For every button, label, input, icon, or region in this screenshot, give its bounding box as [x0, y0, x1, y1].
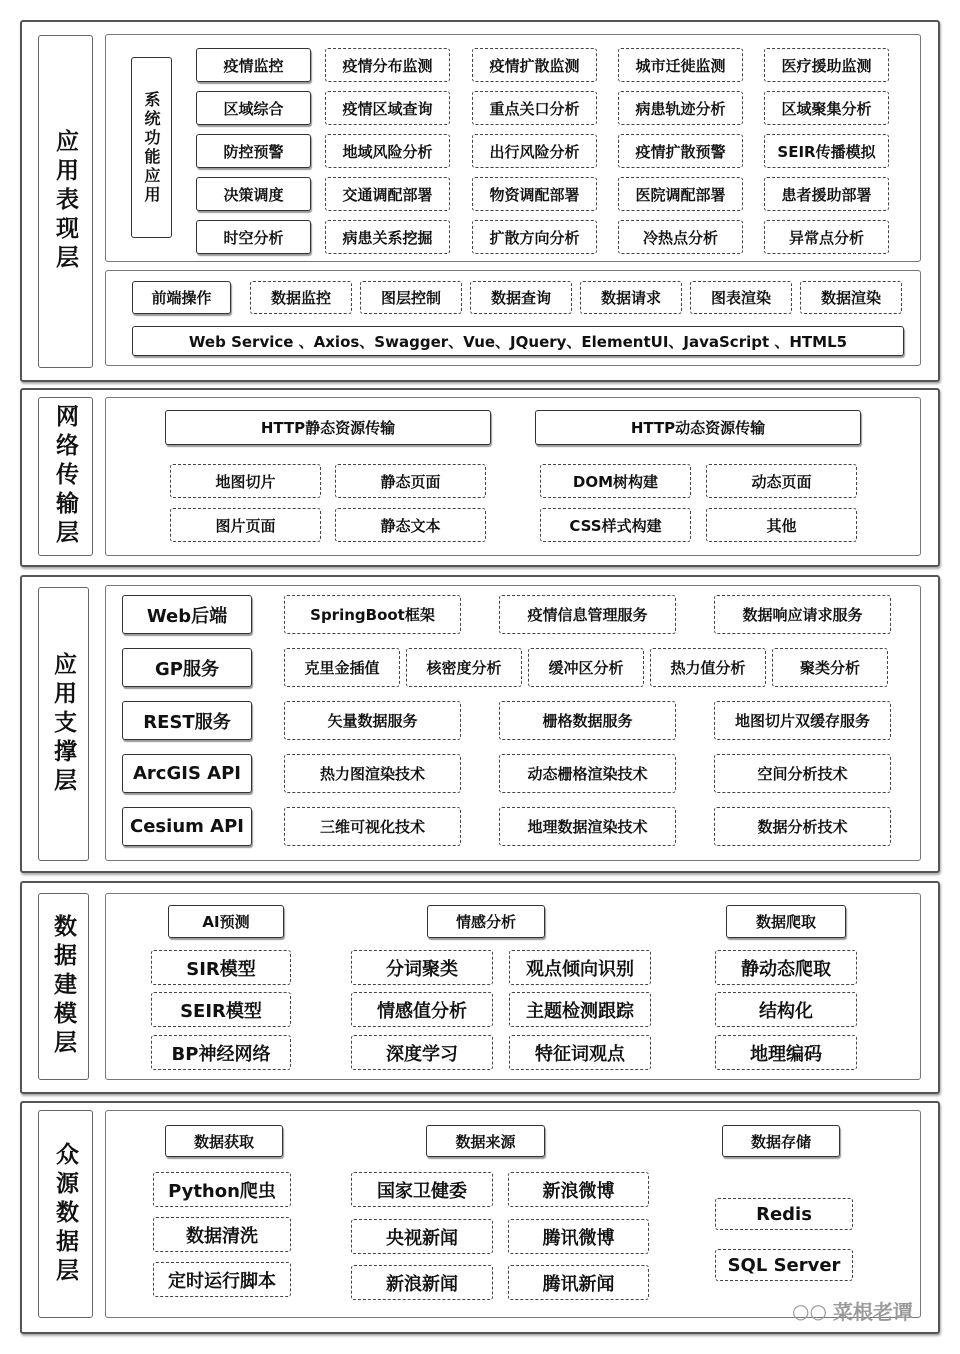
- system-functions-label: 系统功能应用: [131, 57, 172, 238]
- source-item: 腾讯新闻: [508, 1265, 649, 1300]
- frontend-item: 图层控制: [360, 281, 462, 314]
- support-item: 地图切片双缓存服务: [714, 701, 891, 740]
- support-item: 地理数据渲染技术: [499, 807, 676, 846]
- function-category: 防控预警: [196, 134, 311, 168]
- crawl-item: 地理编码: [715, 1035, 857, 1070]
- crawl-item: 结构化: [715, 992, 857, 1027]
- dynamic-item: 其他: [706, 508, 857, 542]
- layer-label: 应用支撑层: [38, 587, 89, 861]
- support-item: 疫情信息管理服务: [499, 595, 676, 634]
- function-item: 异常点分析: [764, 220, 889, 254]
- source-item: 新浪微博: [508, 1172, 649, 1207]
- static-item: 静态页面: [335, 464, 486, 498]
- ai-model-item: SEIR模型: [151, 992, 291, 1027]
- layer-label: 网络传输层: [38, 397, 93, 556]
- data-crawl-header: 数据爬取: [726, 905, 846, 938]
- gp-analysis-item: 缓冲区分析: [528, 648, 644, 687]
- function-item: 患者援助部署: [764, 177, 889, 211]
- function-item: 病患轨迹分析: [618, 91, 743, 125]
- static-item: 图片页面: [170, 508, 321, 542]
- data-storage-header: 数据存储: [722, 1125, 840, 1157]
- static-item: 地图切片: [170, 464, 321, 498]
- function-item: 疫情扩散预警: [618, 134, 743, 168]
- function-item: 疫情扩散监测: [472, 48, 597, 82]
- wechat-icon: ○○: [792, 1298, 827, 1323]
- dynamic-item: CSS样式构建: [540, 508, 691, 542]
- support-category: Cesium API: [122, 807, 252, 846]
- function-item: 医院调配部署: [618, 177, 743, 211]
- sentiment-item: 分词聚类: [351, 950, 493, 985]
- function-item: 交通调配部署: [325, 177, 450, 211]
- function-category: 决策调度: [196, 177, 311, 211]
- frontend-item: 数据渲染: [800, 281, 902, 314]
- function-item: 重点关口分析: [472, 91, 597, 125]
- sentiment-item: 主题检测跟踪: [509, 992, 651, 1027]
- support-item: 栅格数据服务: [499, 701, 676, 740]
- ai-model-item: BP神经网络: [151, 1035, 291, 1070]
- acquisition-item: 数据清洗: [153, 1217, 291, 1252]
- storage-item: Redis: [715, 1198, 853, 1230]
- frontend-item: 图表渲染: [690, 281, 792, 314]
- function-item: 疫情分布监测: [325, 48, 450, 82]
- support-category: ArcGIS API: [122, 754, 252, 793]
- dynamic-item: DOM树构建: [540, 464, 691, 498]
- storage-item: SQL Server: [715, 1249, 853, 1281]
- sentiment-item: 观点倾向识别: [509, 950, 651, 985]
- function-item: 区域聚集分析: [764, 91, 889, 125]
- function-item: 地域风险分析: [325, 134, 450, 168]
- support-item: 空间分析技术: [714, 754, 891, 793]
- frontend-item: 数据监控: [250, 281, 352, 314]
- data-acquisition-header: 数据获取: [165, 1125, 283, 1157]
- layer-label: 数据建模层: [38, 893, 89, 1080]
- frontend-item: 数据请求: [580, 281, 682, 314]
- crawl-item: 静动态爬取: [715, 950, 857, 985]
- frontend-operations-label: 前端操作: [132, 281, 231, 314]
- gp-analysis-item: 聚类分析: [772, 648, 888, 687]
- sentiment-item: 深度学习: [351, 1035, 493, 1070]
- gp-analysis-item: 核密度分析: [406, 648, 522, 687]
- function-category: 时空分析: [196, 220, 311, 254]
- gp-analysis-item: 热力值分析: [650, 648, 766, 687]
- watermark-text: 菜根老谭: [832, 1300, 913, 1324]
- ai-prediction-header: AI预测: [168, 905, 284, 938]
- support-item: 数据响应请求服务: [714, 595, 891, 634]
- acquisition-item: Python爬虫: [153, 1172, 291, 1207]
- source-item: 腾讯微博: [508, 1219, 649, 1254]
- function-item: 医疗援助监测: [764, 48, 889, 82]
- function-category: 区域综合: [196, 91, 311, 125]
- sentiment-analysis-header: 情感分析: [427, 905, 545, 938]
- function-item: 病患关系挖掘: [325, 220, 450, 254]
- frontend-item: 数据查询: [470, 281, 572, 314]
- function-item: 城市迁徙监测: [618, 48, 743, 82]
- dynamic-item: 动态页面: [706, 464, 857, 498]
- support-item: 矢量数据服务: [284, 701, 461, 740]
- http-dynamic-header: HTTP动态资源传输: [535, 410, 861, 445]
- source-item: 央视新闻: [351, 1219, 493, 1254]
- support-item: SpringBoot框架: [284, 595, 461, 634]
- layer-label: 应用表现层: [38, 35, 93, 368]
- support-category: Web后端: [122, 595, 252, 634]
- function-category: 疫情监控: [196, 48, 311, 82]
- sentiment-item: 情感值分析: [351, 992, 493, 1027]
- source-item: 国家卫健委: [351, 1172, 493, 1207]
- gp-analysis-item: 克里金插值: [284, 648, 400, 687]
- function-item: 出行风险分析: [472, 134, 597, 168]
- tech-stack-bar: Web Service 、Axios、Swagger、Vue、JQuery、ElementUI、JavaScript 、HTML5: [132, 326, 904, 356]
- layer-label: 众源数据层: [38, 1110, 93, 1318]
- support-item: 三维可视化技术: [284, 807, 461, 846]
- function-item: SEIR传播模拟: [764, 134, 889, 168]
- data-source-header: 数据来源: [426, 1125, 545, 1157]
- support-item: 热力图渲染技术: [284, 754, 461, 793]
- sentiment-item: 特征词观点: [509, 1035, 651, 1070]
- function-item: 扩散方向分析: [472, 220, 597, 254]
- support-category: GP服务: [122, 648, 252, 687]
- function-item: 冷热点分析: [618, 220, 743, 254]
- http-static-header: HTTP静态资源传输: [165, 410, 491, 445]
- watermark: [792, 1296, 913, 1325]
- support-category: REST服务: [122, 701, 252, 740]
- function-item: 疫情区域查询: [325, 91, 450, 125]
- function-item: 物资调配部署: [472, 177, 597, 211]
- static-item: 静态文本: [335, 508, 486, 542]
- acquisition-item: 定时运行脚本: [153, 1262, 291, 1297]
- support-item: 数据分析技术: [714, 807, 891, 846]
- source-item: 新浪新闻: [351, 1265, 493, 1300]
- ai-model-item: SIR模型: [151, 950, 291, 985]
- support-item: 动态栅格渲染技术: [499, 754, 676, 793]
